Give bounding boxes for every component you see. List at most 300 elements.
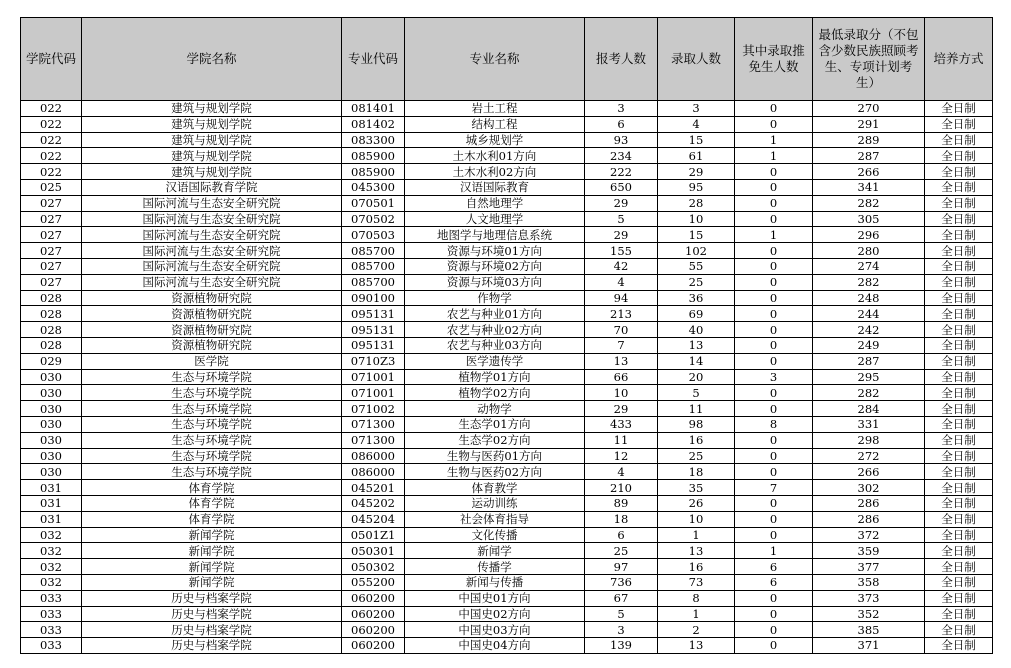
cell-study-mode: 全日制 [925, 306, 993, 322]
cell-min-score: 331 [813, 416, 925, 432]
header-study-mode: 培养方式 [925, 18, 993, 101]
table-row [21, 638, 993, 654]
cell-major-code: 085700 [342, 274, 405, 290]
cell-major-name: 植物学02方向 [405, 385, 585, 401]
cell-study-mode: 全日制 [925, 179, 993, 195]
cell-college-name: 生态与环境学院 [82, 416, 342, 432]
cell-major-code: 086000 [342, 464, 405, 480]
cell-min-score: 371 [813, 638, 925, 654]
cell-major-code: 050302 [342, 559, 405, 575]
header-admitted: 录取人数 [658, 18, 735, 101]
cell-min-score: 248 [813, 290, 925, 306]
table-row [21, 416, 993, 432]
table-row [21, 290, 993, 306]
cell-college-name: 生态与环境学院 [82, 401, 342, 417]
cell-college-code: 027 [21, 211, 82, 227]
cell-exempt-admitted: 0 [735, 258, 813, 274]
cell-exempt-admitted: 3 [735, 369, 813, 385]
cell-major-name: 资源与环境02方向 [405, 258, 585, 274]
cell-admitted: 16 [658, 559, 735, 575]
cell-college-name: 历史与档案学院 [82, 638, 342, 654]
cell-college-code: 033 [21, 606, 82, 622]
cell-applicants: 66 [585, 369, 658, 385]
header-min-score: 最低录取分（不包含少数民族照顾考生、专项计划考生） [813, 18, 925, 101]
cell-study-mode: 全日制 [925, 432, 993, 448]
cell-admitted: 55 [658, 258, 735, 274]
cell-exempt-admitted: 0 [735, 116, 813, 132]
cell-min-score: 266 [813, 164, 925, 180]
cell-study-mode: 全日制 [925, 511, 993, 527]
cell-college-code: 032 [21, 527, 82, 543]
cell-study-mode: 全日制 [925, 448, 993, 464]
cell-exempt-admitted: 0 [735, 195, 813, 211]
cell-min-score: 286 [813, 495, 925, 511]
cell-applicants: 18 [585, 511, 658, 527]
cell-exempt-admitted: 0 [735, 432, 813, 448]
cell-admitted: 15 [658, 132, 735, 148]
cell-major-code: 045201 [342, 480, 405, 496]
cell-study-mode: 全日制 [925, 195, 993, 211]
cell-college-name: 国际河流与生态安全研究院 [82, 274, 342, 290]
cell-admitted: 28 [658, 195, 735, 211]
cell-college-code: 022 [21, 116, 82, 132]
cell-min-score: 295 [813, 369, 925, 385]
cell-college-code: 031 [21, 511, 82, 527]
cell-college-name: 医学院 [82, 353, 342, 369]
cell-major-name: 农艺与种业02方向 [405, 322, 585, 338]
cell-major-code: 045300 [342, 179, 405, 195]
cell-college-name: 体育学院 [82, 480, 342, 496]
cell-college-name: 建筑与规划学院 [82, 132, 342, 148]
cell-college-code: 030 [21, 401, 82, 417]
cell-college-code: 027 [21, 227, 82, 243]
cell-applicants: 97 [585, 559, 658, 575]
cell-applicants: 736 [585, 574, 658, 590]
cell-major-code: 045202 [342, 495, 405, 511]
cell-study-mode: 全日制 [925, 464, 993, 480]
cell-exempt-admitted: 1 [735, 227, 813, 243]
cell-college-name: 国际河流与生态安全研究院 [82, 227, 342, 243]
table-row [21, 464, 993, 480]
cell-min-score: 341 [813, 179, 925, 195]
table-row [21, 322, 993, 338]
cell-college-name: 生态与环境学院 [82, 369, 342, 385]
cell-major-name: 植物学01方向 [405, 369, 585, 385]
cell-major-code: 083300 [342, 132, 405, 148]
cell-min-score: 296 [813, 227, 925, 243]
cell-exempt-admitted: 6 [735, 559, 813, 575]
cell-major-name: 中国史02方向 [405, 606, 585, 622]
cell-college-name: 建筑与规划学院 [82, 164, 342, 180]
cell-exempt-admitted: 0 [735, 638, 813, 654]
cell-major-name: 自然地理学 [405, 195, 585, 211]
cell-college-name: 国际河流与生态安全研究院 [82, 243, 342, 259]
cell-major-name: 结构工程 [405, 116, 585, 132]
cell-applicants: 94 [585, 290, 658, 306]
cell-major-name: 资源与环境01方向 [405, 243, 585, 259]
cell-college-code: 032 [21, 543, 82, 559]
cell-applicants: 93 [585, 132, 658, 148]
cell-exempt-admitted: 0 [735, 274, 813, 290]
table-row [21, 306, 993, 322]
cell-min-score: 373 [813, 590, 925, 606]
cell-admitted: 29 [658, 164, 735, 180]
cell-college-code: 031 [21, 495, 82, 511]
admission-table [20, 17, 993, 654]
cell-admitted: 13 [658, 337, 735, 353]
cell-major-name: 运动训练 [405, 495, 585, 511]
cell-admitted: 95 [658, 179, 735, 195]
cell-college-code: 030 [21, 416, 82, 432]
cell-applicants: 13 [585, 353, 658, 369]
cell-exempt-admitted: 0 [735, 290, 813, 306]
cell-exempt-admitted: 1 [735, 132, 813, 148]
cell-study-mode: 全日制 [925, 606, 993, 622]
cell-college-code: 028 [21, 290, 82, 306]
cell-major-code: 060200 [342, 606, 405, 622]
cell-study-mode: 全日制 [925, 243, 993, 259]
cell-min-score: 305 [813, 211, 925, 227]
cell-study-mode: 全日制 [925, 590, 993, 606]
cell-college-name: 生态与环境学院 [82, 432, 342, 448]
cell-study-mode: 全日制 [925, 353, 993, 369]
cell-college-name: 新闻学院 [82, 559, 342, 575]
cell-admitted: 11 [658, 401, 735, 417]
cell-major-name: 人文地理学 [405, 211, 585, 227]
cell-college-code: 030 [21, 464, 82, 480]
table-row [21, 606, 993, 622]
cell-applicants: 139 [585, 638, 658, 654]
cell-study-mode: 全日制 [925, 322, 993, 338]
cell-exempt-admitted: 6 [735, 574, 813, 590]
cell-applicants: 42 [585, 258, 658, 274]
cell-applicants: 29 [585, 401, 658, 417]
cell-major-name: 农艺与种业01方向 [405, 306, 585, 322]
cell-college-name: 资源植物研究院 [82, 306, 342, 322]
cell-college-code: 027 [21, 274, 82, 290]
cell-college-code: 028 [21, 337, 82, 353]
cell-major-name: 中国史01方向 [405, 590, 585, 606]
cell-min-score: 377 [813, 559, 925, 575]
cell-admitted: 18 [658, 464, 735, 480]
cell-exempt-admitted: 8 [735, 416, 813, 432]
cell-min-score: 266 [813, 464, 925, 480]
cell-study-mode: 全日制 [925, 101, 993, 117]
cell-exempt-admitted: 0 [735, 385, 813, 401]
cell-study-mode: 全日制 [925, 258, 993, 274]
cell-college-name: 国际河流与生态安全研究院 [82, 258, 342, 274]
cell-study-mode: 全日制 [925, 495, 993, 511]
cell-college-code: 029 [21, 353, 82, 369]
cell-major-code: 071002 [342, 401, 405, 417]
cell-exempt-admitted: 7 [735, 480, 813, 496]
cell-college-name: 国际河流与生态安全研究院 [82, 195, 342, 211]
table-row [21, 353, 993, 369]
cell-study-mode: 全日制 [925, 559, 993, 575]
cell-admitted: 13 [658, 638, 735, 654]
cell-major-name: 新闻学 [405, 543, 585, 559]
admission-table-container [20, 17, 993, 654]
cell-major-name: 动物学 [405, 401, 585, 417]
cell-major-code: 060200 [342, 622, 405, 638]
cell-major-name: 体育教学 [405, 480, 585, 496]
cell-major-code: 095131 [342, 306, 405, 322]
cell-college-code: 022 [21, 164, 82, 180]
cell-admitted: 1 [658, 606, 735, 622]
cell-admitted: 61 [658, 148, 735, 164]
cell-min-score: 249 [813, 337, 925, 353]
cell-college-name: 生态与环境学院 [82, 464, 342, 480]
cell-study-mode: 全日制 [925, 638, 993, 654]
header-row [21, 18, 993, 101]
table-row [21, 385, 993, 401]
cell-major-code: 060200 [342, 638, 405, 654]
table-row [21, 480, 993, 496]
table-row [21, 195, 993, 211]
cell-college-name: 体育学院 [82, 511, 342, 527]
table-row [21, 132, 993, 148]
cell-exempt-admitted: 0 [735, 448, 813, 464]
cell-college-name: 汉语国际教育学院 [82, 179, 342, 195]
cell-min-score: 352 [813, 606, 925, 622]
cell-applicants: 3 [585, 101, 658, 117]
cell-college-name: 历史与档案学院 [82, 622, 342, 638]
cell-study-mode: 全日制 [925, 527, 993, 543]
cell-college-code: 030 [21, 385, 82, 401]
cell-exempt-admitted: 0 [735, 590, 813, 606]
cell-min-score: 372 [813, 527, 925, 543]
cell-major-code: 085900 [342, 164, 405, 180]
cell-study-mode: 全日制 [925, 401, 993, 417]
cell-college-name: 生态与环境学院 [82, 448, 342, 464]
header-major-name: 专业名称 [405, 18, 585, 101]
cell-study-mode: 全日制 [925, 132, 993, 148]
cell-college-code: 030 [21, 432, 82, 448]
cell-major-code: 045204 [342, 511, 405, 527]
cell-major-code: 0710Z3 [342, 353, 405, 369]
cell-major-code: 0501Z1 [342, 527, 405, 543]
cell-applicants: 210 [585, 480, 658, 496]
cell-college-code: 032 [21, 559, 82, 575]
cell-min-score: 282 [813, 195, 925, 211]
cell-exempt-admitted: 0 [735, 211, 813, 227]
cell-admitted: 15 [658, 227, 735, 243]
table-row [21, 274, 993, 290]
cell-college-code: 033 [21, 622, 82, 638]
cell-exempt-admitted: 0 [735, 495, 813, 511]
cell-exempt-admitted: 0 [735, 464, 813, 480]
table-row [21, 543, 993, 559]
cell-exempt-admitted: 0 [735, 337, 813, 353]
cell-admitted: 16 [658, 432, 735, 448]
cell-study-mode: 全日制 [925, 385, 993, 401]
cell-major-code: 071300 [342, 432, 405, 448]
cell-study-mode: 全日制 [925, 574, 993, 590]
cell-major-name: 生物与医药01方向 [405, 448, 585, 464]
cell-applicants: 4 [585, 274, 658, 290]
cell-min-score: 298 [813, 432, 925, 448]
cell-min-score: 302 [813, 480, 925, 496]
table-row [21, 243, 993, 259]
cell-major-name: 土木水利02方向 [405, 164, 585, 180]
header-major-code: 专业代码 [342, 18, 405, 101]
cell-applicants: 10 [585, 385, 658, 401]
cell-college-name: 建筑与规划学院 [82, 116, 342, 132]
cell-major-code: 071001 [342, 385, 405, 401]
cell-study-mode: 全日制 [925, 116, 993, 132]
table-row [21, 622, 993, 638]
cell-min-score: 242 [813, 322, 925, 338]
cell-major-code: 070502 [342, 211, 405, 227]
cell-exempt-admitted: 1 [735, 148, 813, 164]
cell-min-score: 274 [813, 258, 925, 274]
cell-study-mode: 全日制 [925, 337, 993, 353]
cell-applicants: 89 [585, 495, 658, 511]
cell-applicants: 5 [585, 606, 658, 622]
cell-major-name: 医学遗传学 [405, 353, 585, 369]
cell-admitted: 35 [658, 480, 735, 496]
cell-college-code: 033 [21, 590, 82, 606]
cell-major-code: 055200 [342, 574, 405, 590]
cell-exempt-admitted: 0 [735, 322, 813, 338]
cell-college-code: 028 [21, 306, 82, 322]
cell-college-name: 新闻学院 [82, 574, 342, 590]
cell-major-code: 071300 [342, 416, 405, 432]
table-row [21, 116, 993, 132]
cell-major-name: 地图学与地理信息系统 [405, 227, 585, 243]
table-body [21, 101, 993, 654]
cell-major-code: 086000 [342, 448, 405, 464]
cell-applicants: 650 [585, 179, 658, 195]
cell-min-score: 270 [813, 101, 925, 117]
cell-college-code: 022 [21, 148, 82, 164]
cell-admitted: 14 [658, 353, 735, 369]
cell-exempt-admitted: 0 [735, 306, 813, 322]
cell-major-code: 050301 [342, 543, 405, 559]
cell-college-name: 资源植物研究院 [82, 322, 342, 338]
cell-major-name: 新闻与传播 [405, 574, 585, 590]
cell-exempt-admitted: 0 [735, 511, 813, 527]
cell-college-code: 027 [21, 243, 82, 259]
cell-exempt-admitted: 0 [735, 353, 813, 369]
table-row [21, 337, 993, 353]
table-row [21, 369, 993, 385]
cell-major-code: 071001 [342, 369, 405, 385]
cell-major-code: 081402 [342, 116, 405, 132]
cell-min-score: 358 [813, 574, 925, 590]
cell-admitted: 1 [658, 527, 735, 543]
cell-applicants: 7 [585, 337, 658, 353]
cell-college-name: 历史与档案学院 [82, 606, 342, 622]
cell-applicants: 25 [585, 543, 658, 559]
cell-college-name: 生态与环境学院 [82, 385, 342, 401]
cell-applicants: 213 [585, 306, 658, 322]
cell-admitted: 98 [658, 416, 735, 432]
cell-admitted: 102 [658, 243, 735, 259]
cell-major-code: 085700 [342, 243, 405, 259]
cell-college-name: 国际河流与生态安全研究院 [82, 211, 342, 227]
cell-applicants: 29 [585, 227, 658, 243]
cell-college-name: 建筑与规划学院 [82, 148, 342, 164]
cell-study-mode: 全日制 [925, 148, 993, 164]
cell-college-name: 新闻学院 [82, 543, 342, 559]
cell-applicants: 5 [585, 211, 658, 227]
cell-college-code: 030 [21, 369, 82, 385]
cell-min-score: 286 [813, 511, 925, 527]
cell-college-code: 022 [21, 101, 82, 117]
cell-applicants: 11 [585, 432, 658, 448]
cell-major-code: 070501 [342, 195, 405, 211]
cell-min-score: 282 [813, 385, 925, 401]
cell-admitted: 5 [658, 385, 735, 401]
cell-major-name: 农艺与种业03方向 [405, 337, 585, 353]
cell-exempt-admitted: 0 [735, 622, 813, 638]
cell-major-name: 土木水利01方向 [405, 148, 585, 164]
cell-study-mode: 全日制 [925, 416, 993, 432]
cell-admitted: 4 [658, 116, 735, 132]
cell-min-score: 385 [813, 622, 925, 638]
cell-admitted: 20 [658, 369, 735, 385]
cell-admitted: 10 [658, 211, 735, 227]
cell-major-name: 生态学01方向 [405, 416, 585, 432]
cell-applicants: 234 [585, 148, 658, 164]
cell-college-code: 027 [21, 258, 82, 274]
table-row [21, 401, 993, 417]
cell-exempt-admitted: 0 [735, 527, 813, 543]
cell-admitted: 25 [658, 274, 735, 290]
cell-college-name: 建筑与规划学院 [82, 101, 342, 117]
cell-applicants: 67 [585, 590, 658, 606]
cell-major-name: 汉语国际教育 [405, 179, 585, 195]
cell-admitted: 69 [658, 306, 735, 322]
cell-applicants: 70 [585, 322, 658, 338]
cell-major-code: 085700 [342, 258, 405, 274]
cell-college-code: 027 [21, 195, 82, 211]
cell-college-code: 033 [21, 638, 82, 654]
cell-admitted: 8 [658, 590, 735, 606]
cell-major-code: 090100 [342, 290, 405, 306]
cell-major-code: 070503 [342, 227, 405, 243]
header-exempt-admitted: 其中录取推免生人数 [735, 18, 813, 101]
cell-applicants: 29 [585, 195, 658, 211]
cell-applicants: 3 [585, 622, 658, 638]
cell-min-score: 280 [813, 243, 925, 259]
cell-exempt-admitted: 0 [735, 606, 813, 622]
cell-major-name: 传播学 [405, 559, 585, 575]
table-row [21, 559, 993, 575]
cell-major-code: 095131 [342, 337, 405, 353]
cell-min-score: 244 [813, 306, 925, 322]
cell-study-mode: 全日制 [925, 290, 993, 306]
cell-study-mode: 全日制 [925, 211, 993, 227]
cell-study-mode: 全日制 [925, 480, 993, 496]
cell-major-name: 资源与环境03方向 [405, 274, 585, 290]
table-row [21, 495, 993, 511]
cell-applicants: 4 [585, 464, 658, 480]
cell-min-score: 284 [813, 401, 925, 417]
cell-major-name: 作物学 [405, 290, 585, 306]
cell-applicants: 12 [585, 448, 658, 464]
cell-exempt-admitted: 0 [735, 164, 813, 180]
cell-college-name: 历史与档案学院 [82, 590, 342, 606]
cell-college-code: 025 [21, 179, 82, 195]
table-row [21, 227, 993, 243]
cell-min-score: 289 [813, 132, 925, 148]
cell-min-score: 287 [813, 148, 925, 164]
cell-admitted: 36 [658, 290, 735, 306]
table-row [21, 148, 993, 164]
cell-min-score: 282 [813, 274, 925, 290]
